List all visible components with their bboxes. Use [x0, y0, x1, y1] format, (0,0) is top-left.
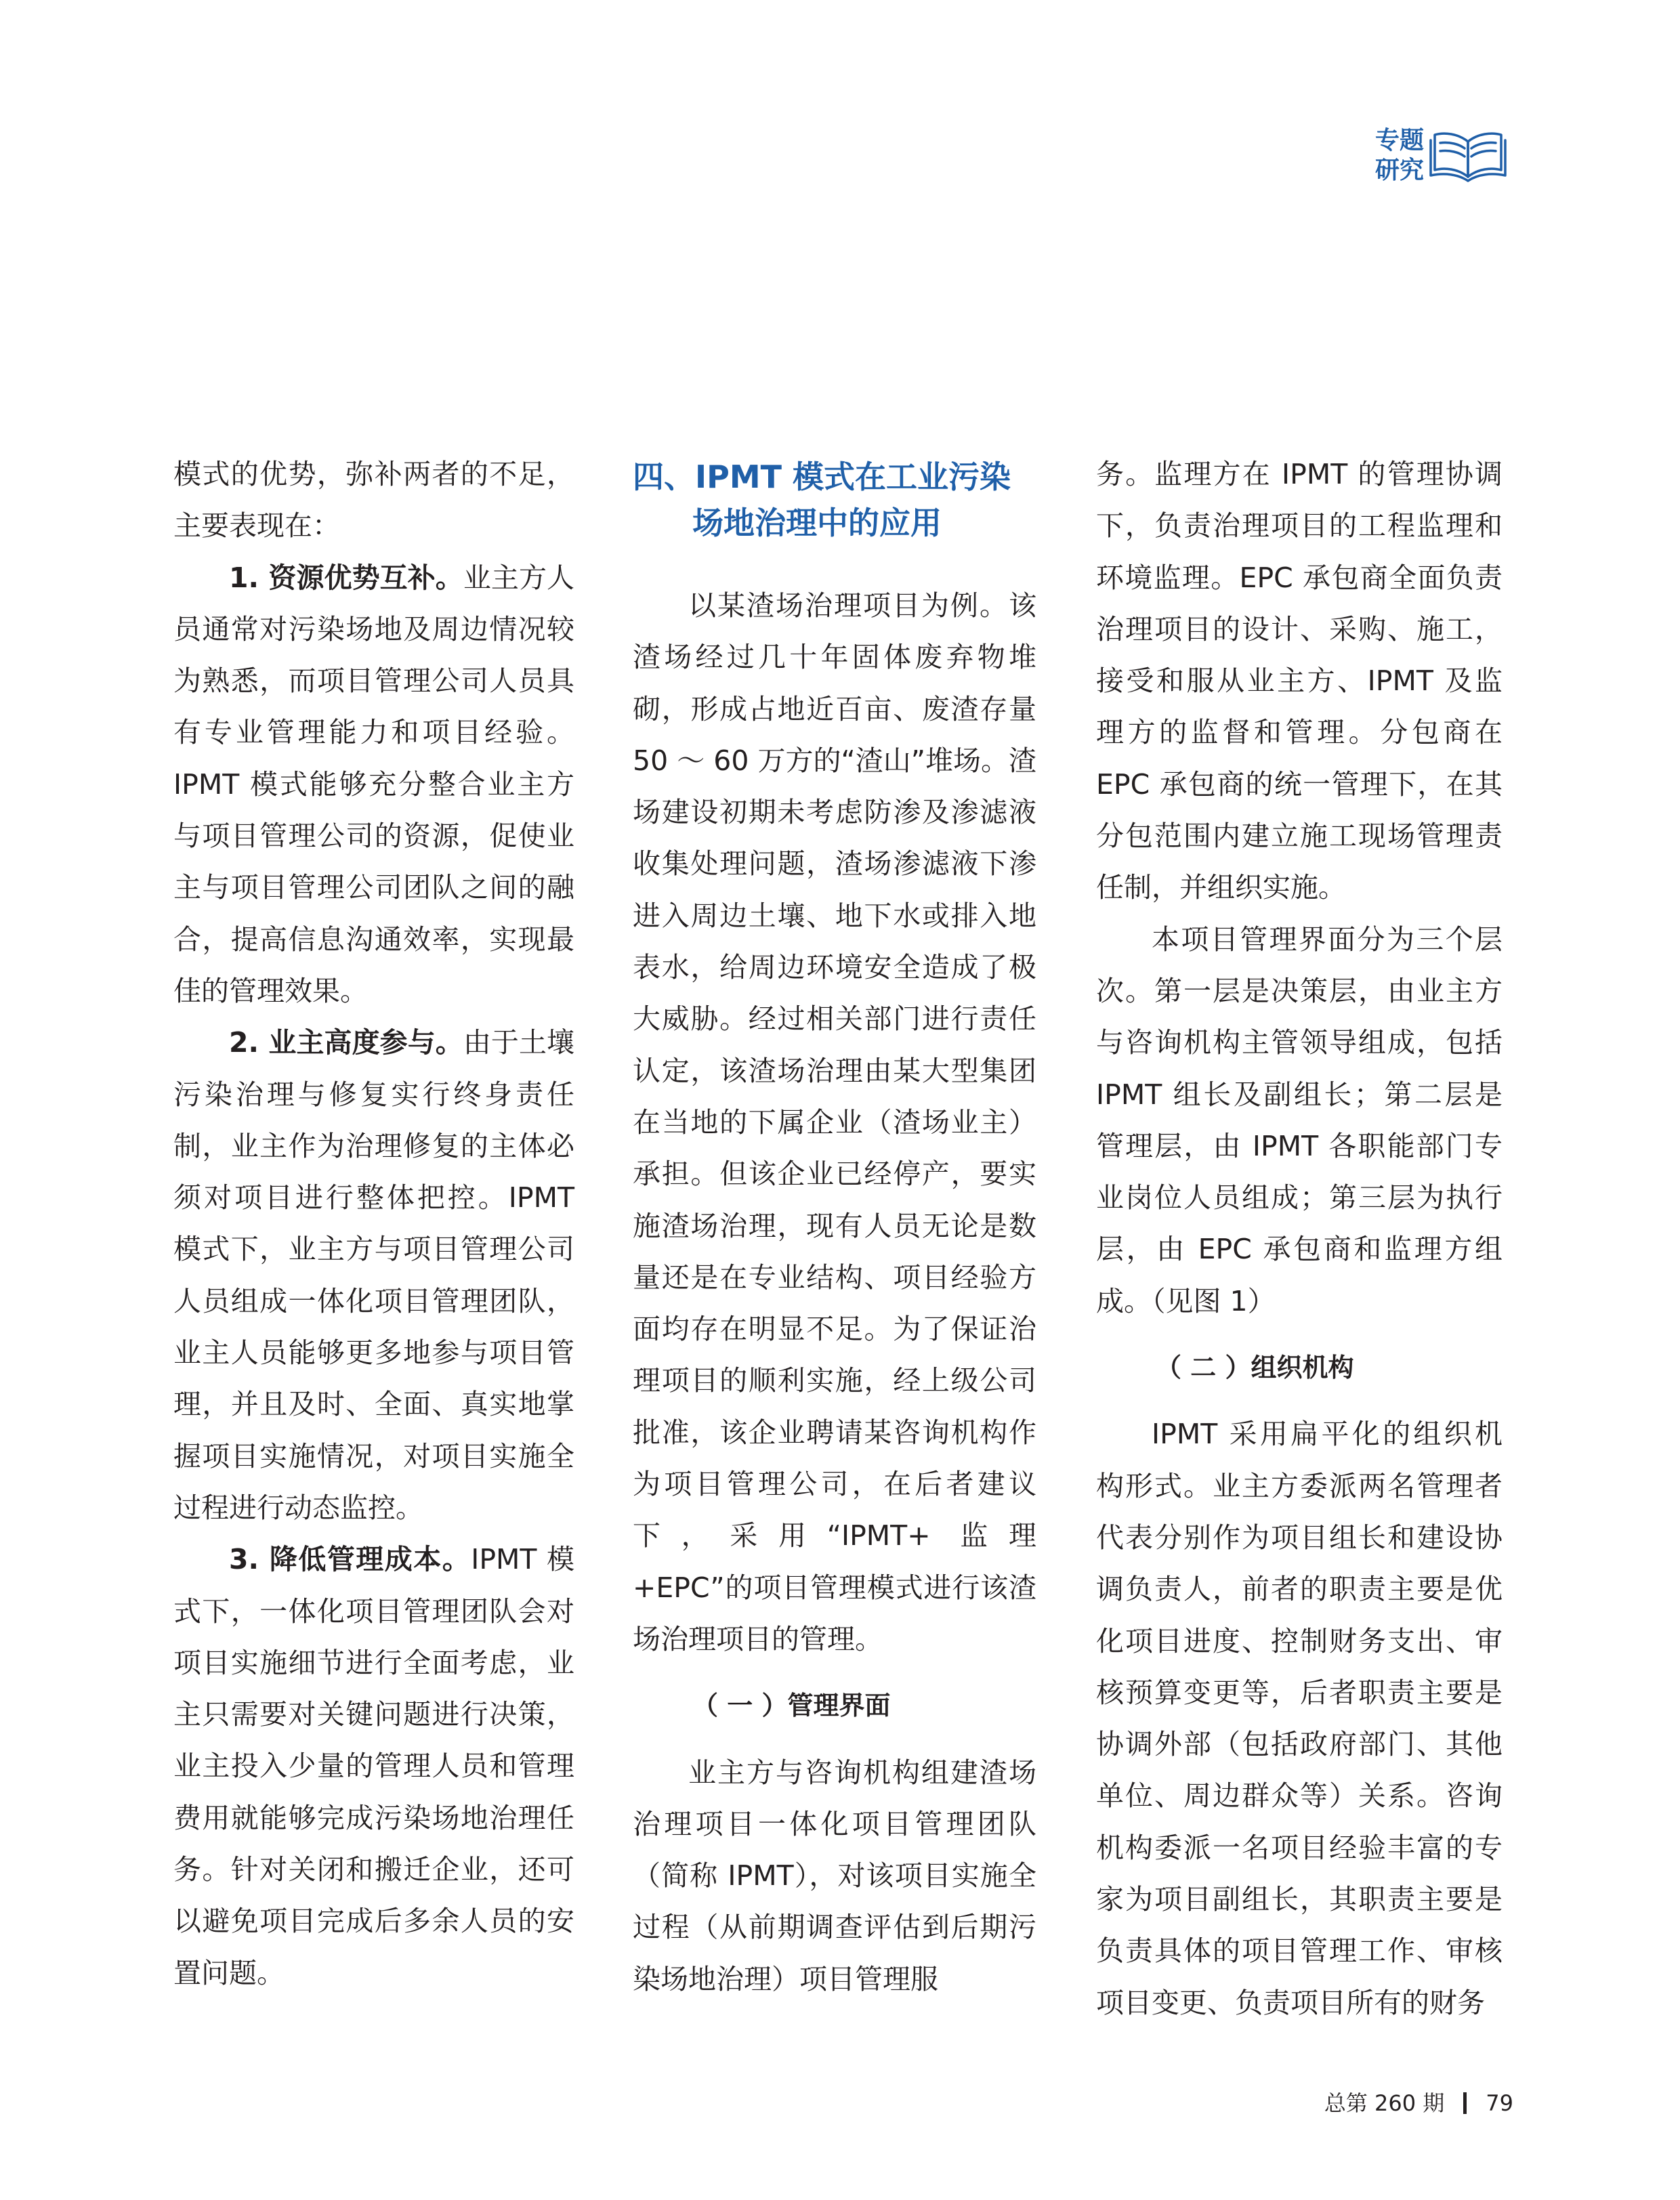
section-tag-line2: 研究	[1375, 156, 1425, 184]
section-tag	[1375, 126, 1508, 186]
text-column-2	[633, 448, 1036, 2005]
section-heading-line2: 场地治理中的应用	[692, 505, 942, 541]
paragraph	[173, 1533, 574, 1999]
text-column-1	[173, 448, 574, 1999]
paragraph: 本项目管理界面分为三个层次。第一层是决策层，由业主方与咨询机构主管领导组成，包括 IPMT 组长及副组长；第二层是管理层，由 IPMT 各职能部门专业岗位人员组成；第三层为执行层，由 EPC 承包商和监理方组成。（见图 1）	[1096, 923, 1503, 1317]
subsection-heading: （ 二 ）组织机构	[1156, 1353, 1354, 1383]
section-tag-text	[1375, 126, 1424, 186]
paragraph: 模式的优势，弥补两者的不足，主要表现在：	[173, 458, 574, 543]
paragraph: 业主方与咨询机构组建渣场治理项目一体化项目管理团队（简称 IPMT），对该项目实施全过程（从前期调查评估到后期污染场地治理）项目管理服	[633, 1756, 1036, 1995]
item-heading: 1. 资源优势互补。	[229, 561, 463, 594]
section-tag-line1: 专题	[1375, 127, 1425, 154]
paragraph: 务。监理方在 IPMT 的管理协调下，负责治理项目的工程监理和环境监理。EPC 承包商全面负责治理项目的设计、采购、施工，接受和服从业主方、IPMT 及监理方的监督和管理。分包商在 EPC 承包商的统一管理下，在其分包范围内建立施工现场管理责任制，并组织实施。	[1096, 458, 1503, 904]
paragraph: 以某渣场治理项目为例。该渣场经过几十年固体废弃物堆砌，形成占地近百亩、废渣存量 50 ～ 60 万方的“渣山”堆场。渣场建设初期未考虑防渗及渗滤液收集处理问题，渣场渗滤液下渗进入周边土壤、地下水或排入地表水，给周边环境安全造成了极大威胁。经过相关部门进行责任认定，该渣场治理由某大型集团在当地的下属企业（渣场业主）承担。但该企业已经停产，要实施渣场治理，现有人员无论是数量还是在专业结构、项目经验方面均存在明显不足。为了保证治理项目的顺利实施，经上级公司批准，该企业聘请某咨询机构作为项目管理公司，在后者建议下，采用“IPMT+ 监理 +EPC”的项目管理模式进行该渣场治理项目的管理。	[633, 589, 1036, 1655]
item-body: 由于土壤污染治理与修复实行终身责任制，业主作为治理修复的主体必须对项目进行整体把控。IPMT 模式下，业主方与项目管理公司人员组成一体化项目管理团队，业主人员能够更多地参与项目管理，并且及时、全面、真实地掌握项目实施情况，对项目实施全过程进行动态监控。	[173, 1026, 574, 1524]
text-column-3	[1096, 448, 1503, 2029]
item-heading: 2. 业主高度参与。	[229, 1026, 463, 1059]
subsection-heading: （ 一 ）管理界面	[692, 1691, 891, 1721]
section-heading	[633, 454, 1036, 546]
item-body: IPMT 模式下，一体化项目管理团队会对项目实施细节进行全面考虑，业主只需要对关键问题进行决策，业主投入少量的管理人员和管理费用就能够完成污染场地治理任务。针对关闭和搬迁企业，还可以避免项目完成后多余人员的安置问题。	[173, 1543, 574, 1989]
paragraph	[173, 1017, 574, 1533]
item-body: 业主方人员通常对污染场地及周边情况较为熟悉，而项目管理公司人员具有专业管理能力和项目经验。IPMT 模式能够充分整合业主方与项目管理公司的资源，促使业主与项目管理公司团队之间的融合，提高信息沟通效率，实现最佳的管理效果。	[173, 561, 574, 1007]
open-book-icon	[1428, 128, 1508, 184]
page-footer	[1324, 2090, 1513, 2117]
paragraph: IPMT 采用扁平化的组织机构形式。业主方委派两名管理者代表分别作为项目组长和建设协调负责人，前者的职责主要是优化项目进度、控制财务支出、审核预算变更等，后者职责主要是协调外部（包括政府部门、其他单位、周边群众等）关系。咨询机构委派一名项目经验丰富的专家为项目副组长，其职责主要是负责具体的项目管理工作、审核项目变更、负责项目所有的财务	[1096, 1418, 1503, 2019]
item-heading: 3. 降低管理成本。	[229, 1543, 471, 1576]
section-heading-line1: 四、IPMT 模式在工业污染	[633, 459, 1011, 495]
issue-number: 总第 260 期	[1324, 2090, 1445, 2116]
page-number: 79	[1486, 2090, 1513, 2116]
footer-divider	[1463, 2092, 1467, 2114]
paragraph	[173, 552, 574, 1017]
